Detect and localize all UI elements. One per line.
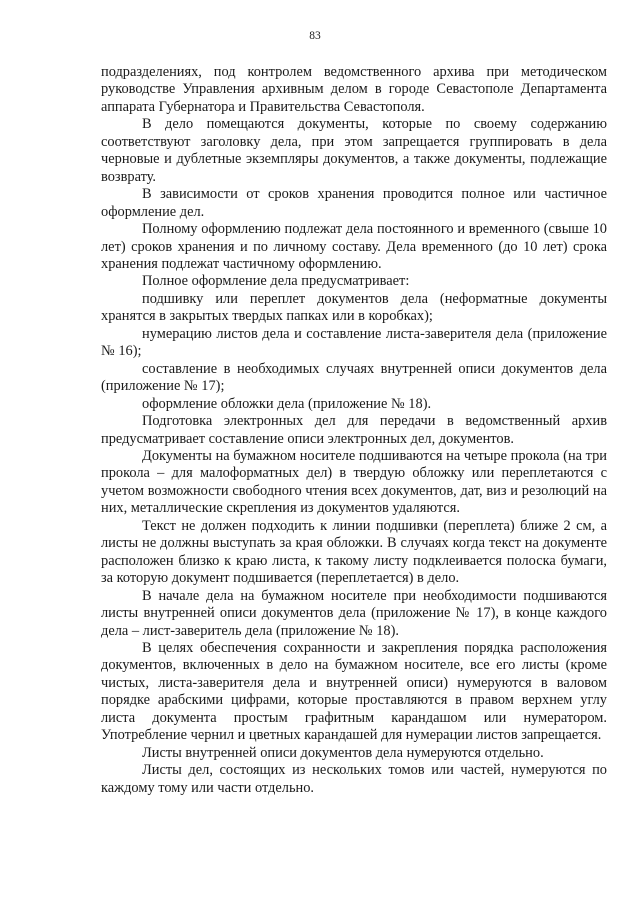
paragraph: Подготовка электронных дел для передачи в ведомственный архив предусматривает составление описи электронных дел, документов.: [101, 413, 607, 447]
list-item: подшивку или переплет документов дела (неформатные документы хранятся в закрытых твердых папках или в коробках);: [101, 290, 607, 325]
paragraph: Текст не должен подходить к линии подшивки (переплета) ближе 2 см, а листы не должны выступать за края обложки. В случаях когда текст на документе расположен близко к краю листа, к такому листу подклеивается полоска бумаги, за которую документ подшивается (переплетается) в дело.: [101, 517, 607, 587]
paragraph: подразделениях, под контролем ведомственного архива при методическом руководстве Управления архивным делом в городе Севастополе Департамента аппарата Губернатора и Правительства Севастополя.: [101, 64, 607, 115]
paragraph: В целях обеспечения сохранности и закрепления порядка расположения документов, включенных в дело на бумажном носителе, все его листы (кроме чистых, листа-заверителя дела и внутренней описи) нумеруются в валовом порядке арабскими цифрами, которые проставляются в правом верхнем углу листа документа простым графитным карандашом или нумератором. Употребление чернил и цветных карандашей для нумерации листов запрещается.: [101, 639, 607, 744]
paragraph: В дело помещаются документы, которые по своему содержанию соответствуют заголовку дела, при этом запрещается группировать в дела черновые и дублетные экземпляры документов, а также документы, подлежащие возврату.: [101, 116, 607, 185]
paragraph: Полное оформление дела предусматривает:: [142, 273, 410, 290]
list-item: нумерацию листов дела и составление листа-заверителя дела (приложение № 16);: [101, 325, 607, 360]
paragraph: Полному оформлению подлежат дела постоянного и временного (свыше 10 лет) сроков хранения и по личному составу. Дела временного (до 10 лет) срока хранения подлежат частичному оформлению.: [101, 221, 607, 272]
paragraph: Листы дел, состоящих из нескольких томов или частей, нумеруются по каждому тому или части отдельно.: [101, 762, 607, 796]
list-item: составление в необходимых случаях внутренней описи документов дела (приложение № 17);: [101, 360, 607, 395]
paragraph: Листы внутренней описи документов дела нумеруются отдельно.: [142, 744, 544, 761]
paragraph: В зависимости от сроков хранения проводится полное или частичное оформление дел.: [101, 186, 607, 220]
document-body: [101, 64, 607, 797]
page-number: 83: [309, 30, 321, 42]
list-item: оформление обложки дела (приложение № 18).: [142, 395, 432, 412]
paragraph: Документы на бумажном носителе подшиваются на четыре прокола (на три прокола – для малоформатных дел) в твердую обложку или переплетаются с учетом возможности свободного чтения всех документов, дат, виз и резолюций на них, металлические скрепления из документов удаляются.: [101, 447, 607, 517]
paragraph: В начале дела на бумажном носителе при необходимости подшиваются листы внутренней описи документов дела (приложение № 17), в конце каждого дела – лист-заверитель дела (приложение № 18).: [101, 587, 607, 639]
